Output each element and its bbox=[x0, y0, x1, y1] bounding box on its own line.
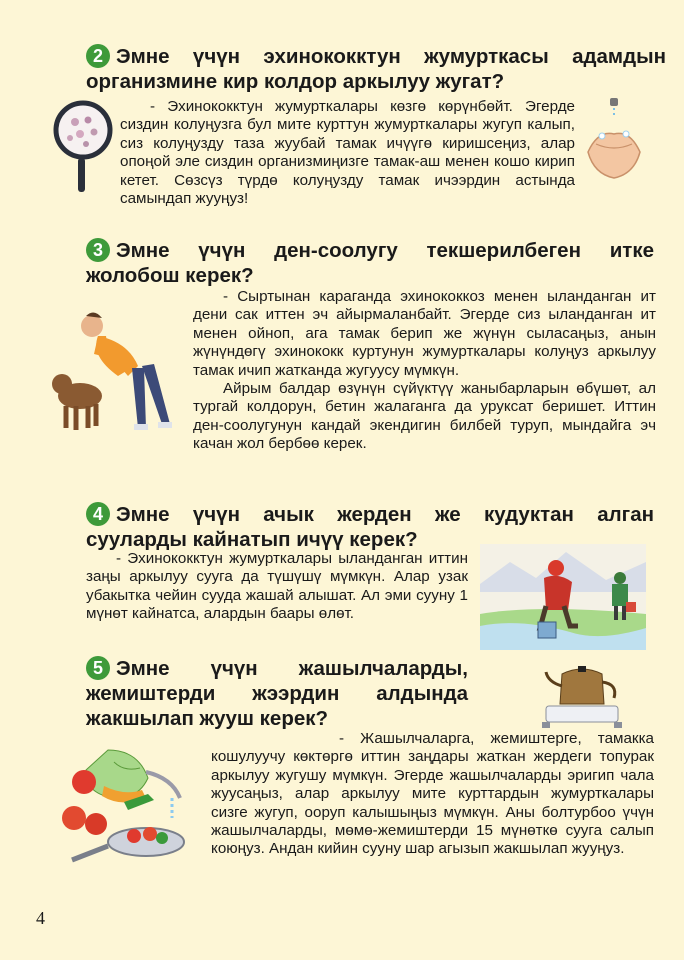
section-2-body bbox=[120, 98, 575, 208]
woman-fetching-water-illustration bbox=[480, 544, 646, 650]
paragraph: - Сыртынан караганда эхинококкоз менен ыланданган ит дени сак иттен эч айырмаланбайт. Эгерде сиз ыланданган ит менен ойноп, ага тамак берип же жүнүн сыласаңыз, анын жүнүндөгү эхинококк куртунун жумурткалары колуңуз аркылуу тамак ичип жатканда жугуусу мүмкүн. bbox=[193, 288, 656, 379]
page-number: 4 bbox=[36, 908, 45, 928]
section-3-heading bbox=[86, 238, 654, 288]
section-number-badge: 3 bbox=[86, 238, 110, 262]
section-5-heading bbox=[86, 656, 468, 731]
section-4-body bbox=[86, 550, 468, 624]
section-2-heading bbox=[86, 44, 666, 94]
washing-hands-illustration bbox=[582, 96, 650, 188]
paragraph: - Эхинококктун жумурткалары ыланданган иттин заңы аркылуу сууга да түшүшү мүмкүн. Алар узак убакытка чейин сууда жашай алышат. Ал эми сууну 1 мүнөт кайнатса, алардын баары өлөт. bbox=[86, 550, 468, 623]
paragraph: Айрым балдар өзүнүн сүйүктүү жаныбарларын өбүшөт, ал тургай колдорун, бетин жалаганга да уруксат беришет. Иттин ден-соолугунун кандай экендигин билбей туруп, мындайга эч качан жол бербөө керек. bbox=[193, 380, 656, 453]
section-5-body bbox=[211, 730, 654, 859]
section-title: Эмне үчүн ачык жерден же кудуктан алган сууларды кайнатып ичүү керек? bbox=[86, 503, 654, 551]
section-3-body bbox=[193, 288, 656, 454]
section-title: Эмне үчүн эхинококктун жумурткасы адамдын организмине кир колдор аркылуу жугат? bbox=[86, 45, 666, 93]
paragraph: - Жашылчаларга, жемиштерге, тамакка кошулуучу көктөргө иттин заңдары жаткан жердеги топурак аркылуу жугушу мүмкүн. Эгерде жашылчаларды эригип чала жуусаңыз, алар аркылуу мите курттардын жумурткалары сизге жугуп, ооруп калышыңыз мүмкүн. Аны болтурбоо үчүн жашылчаларды, мөмө-жемиштерди 15 мүнөткө сууга салып коюңуз. Андан кийин сууну шар агызып жакшылап жууңуз. bbox=[211, 730, 654, 858]
kettle-on-stove-illustration bbox=[540, 660, 624, 732]
section-number-badge: 4 bbox=[86, 502, 110, 526]
man-with-dog-illustration bbox=[50, 306, 190, 446]
section-number-badge: 2 bbox=[86, 44, 110, 68]
magnifying-glass-eggs-illustration bbox=[50, 98, 120, 196]
vegetables-colander-illustration bbox=[54, 742, 188, 882]
section-number-badge: 5 bbox=[86, 656, 110, 680]
paragraph: - Эхинококктун жумурткалары көзгө көрүнбөйт. Эгерде сиздин колуңузга бул мите курттун жумурткалары жугуп калып, сиз колуңузду таза жуубай тамак ичүүгө киришсеңиз, алар опоңой эле сиздин организмиңизге тамак-аш менен кошо кирип кетет. Сөзсүз түрдө колуңузду тамак ичээрдин астында самындап жууңуз! bbox=[120, 98, 575, 208]
section-title: Эмне үчүн жашылчаларды, жемиштерди жээрдин алдында жакшылап жууш керек? bbox=[86, 657, 468, 730]
section-title: Эмне үчүн ден-соолугу текшерилбеген итке жолобош керек? bbox=[86, 239, 654, 287]
